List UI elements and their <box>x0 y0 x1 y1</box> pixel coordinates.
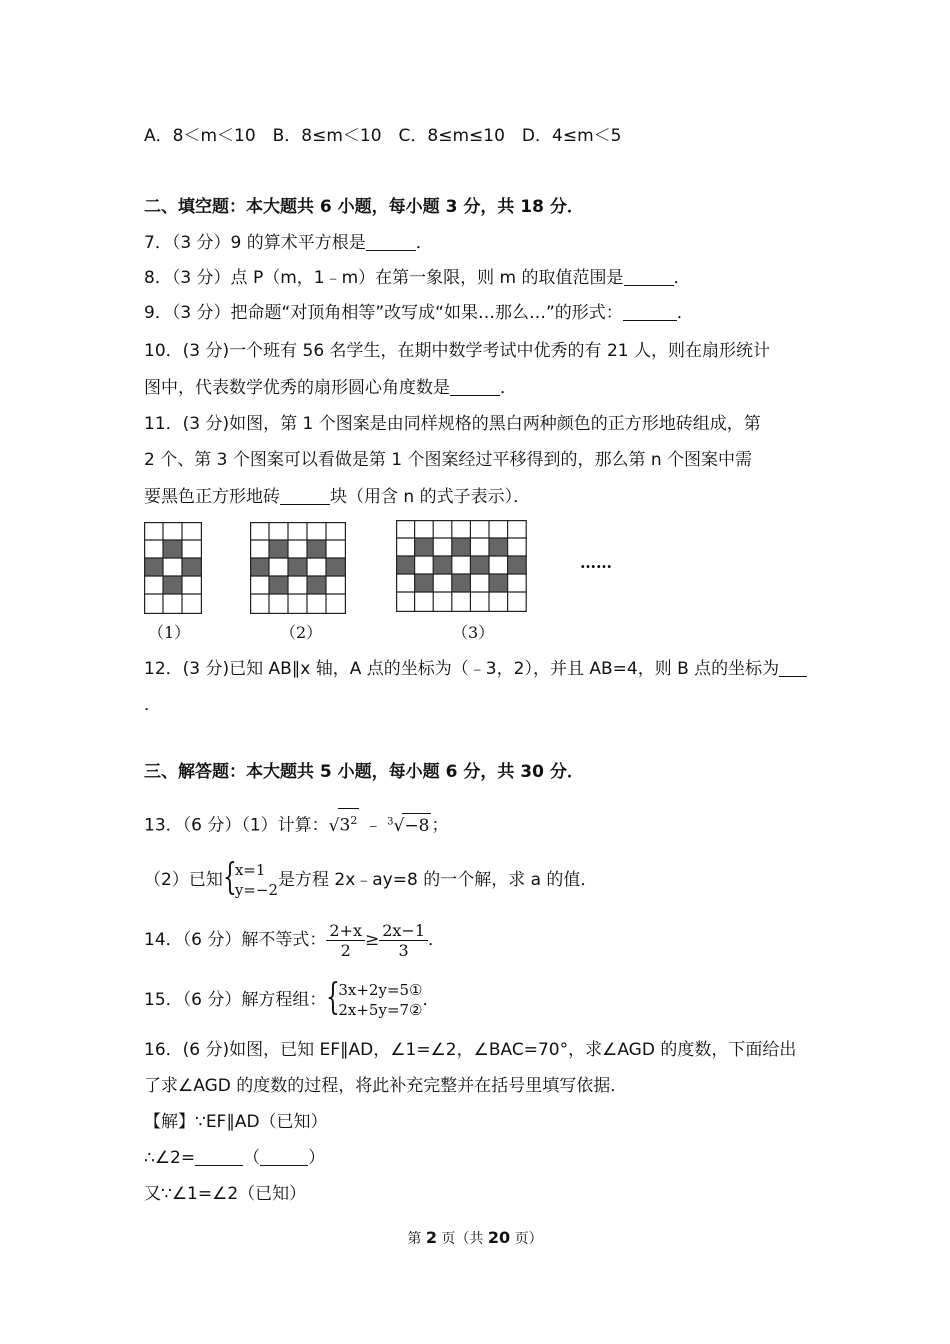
reason-blank <box>260 1147 308 1166</box>
fraction-left: $\frac{2+x}{2}$ <box>326 921 365 960</box>
black-tile <box>470 556 489 574</box>
black-tile <box>415 538 434 556</box>
black-tile <box>307 576 326 594</box>
question-16-line1: 16．(6 分)如图，已知 EF∥AD，∠1=∠2，∠BAC=70°，求∠AGD 的度数，下面给出 <box>144 1040 797 1060</box>
question-10-line1: 10．(3 分)一个班有 56 名学生，在期中数学考试中优秀的有 21 人，则在扇形统计 <box>144 341 770 361</box>
section3-heading: 三、解答题：本大题共 5 小题，每小题 6 分，共 30 分． <box>144 762 584 782</box>
answer-blank <box>623 302 677 321</box>
question-13-part1: 13．（6 分）（1）计算：$√3^2$ ﹣ $^3$√−8 ； <box>144 808 448 838</box>
black-tile <box>250 558 269 576</box>
answer-blank <box>624 267 674 286</box>
question-16-line4: ∴∠2= （ ） <box>144 1148 326 1168</box>
black-tile <box>269 540 288 558</box>
equation-system: { 3x+2y=5① 2x+5y=7② <box>326 977 423 1019</box>
question-12-line2: ． <box>144 695 161 715</box>
figure-caption-1: （1） <box>148 623 191 642</box>
tile-pattern-3 <box>396 520 527 612</box>
black-tile <box>452 538 471 556</box>
black-tile <box>144 558 163 576</box>
question-14: 14．（6 分）解不等式： $\frac{2+x}{2}$ ≥ $\frac{2x-1}{3}$ ． <box>144 920 446 960</box>
equation-system: { x=1 y=−2 <box>222 857 278 899</box>
answer-blank <box>195 1147 243 1166</box>
question-16-line2: 了求∠AGD 的度数的过程，将此补充完整并在括号里填写依据． <box>144 1076 628 1096</box>
question-11-line3: 要黑色正方形地砖 块（用含 n 的式子表示）． <box>144 487 531 507</box>
question-9: 9．（3 分）把命题“对顶角相等”改写成“如果…那么…”的形式： ． <box>144 303 694 323</box>
black-tile <box>288 558 307 576</box>
section2-heading: 二、填空题：本大题共 6 小题，每小题 3 分，共 18 分． <box>144 197 584 217</box>
answer-blank <box>779 658 807 677</box>
black-tile <box>396 556 415 574</box>
ellipsis: …… <box>580 553 612 572</box>
page-footer: 第 2 页（共 20 页） <box>407 1228 543 1247</box>
black-tile <box>269 576 288 594</box>
black-tile <box>326 558 345 576</box>
question-8: 8．（3 分）点 P（m，1﹣m）在第一象限，则 m 的取值范围是 ． <box>144 268 691 288</box>
question-10-line2: 图中，代表数学优秀的扇形圆心角度数是 ． <box>144 378 517 398</box>
question-7: 7．（3 分）9 的算术平方根是 ． <box>144 233 433 253</box>
black-tile <box>415 574 434 592</box>
black-tile <box>307 540 326 558</box>
black-tile <box>508 556 527 574</box>
question-16-line5: 又∵∠1=∠2（已知） <box>144 1184 307 1204</box>
black-tile <box>489 538 508 556</box>
black-tile <box>489 574 508 592</box>
question-16-line3: 【解】∵EF∥AD（已知） <box>144 1112 328 1132</box>
answer-blank <box>450 377 500 396</box>
question-12-line1: 12．(3 分)已知 AB∥x 轴，A 点的坐标为（﹣3，2），并且 AB=4，则 B 点的坐标为 <box>144 657 807 681</box>
question-15: 15．（6 分）解方程组： { 3x+2y=5① 2x+5y=7② ． <box>144 977 440 1019</box>
black-tile <box>182 558 201 576</box>
question-11-line2: 2 个、第 3 个图案可以看做是第 1 个图案经过平移得到的，那么第 n 个图案中需 <box>144 450 753 470</box>
black-tile <box>452 574 471 592</box>
tile-pattern-2 <box>250 522 346 614</box>
question-11-line1: 11．(3 分)如图，第 1 个图案是由同样规格的黑白两种颜色的正方形地砖组成，第 <box>144 414 761 434</box>
black-tile <box>163 540 182 558</box>
fraction-right: $\frac{2x-1}{3}$ <box>379 921 428 960</box>
answer-blank <box>366 232 416 251</box>
tile-pattern-1 <box>144 522 202 614</box>
figure-caption-2: （2） <box>280 623 323 642</box>
question-13-part2: （2）已知 { x=1 y=−2 是方程 2x﹣ay=8 的一个解，求 a 的值． <box>144 857 598 899</box>
answer-blank <box>280 486 330 505</box>
figure-caption-3: （3） <box>452 623 495 642</box>
options-line: A．8＜m＜10 B．8≤m＜10 C．8≤m≤10 D．4≤m＜5 <box>144 126 622 146</box>
black-tile <box>163 576 182 594</box>
black-tile <box>433 556 452 574</box>
